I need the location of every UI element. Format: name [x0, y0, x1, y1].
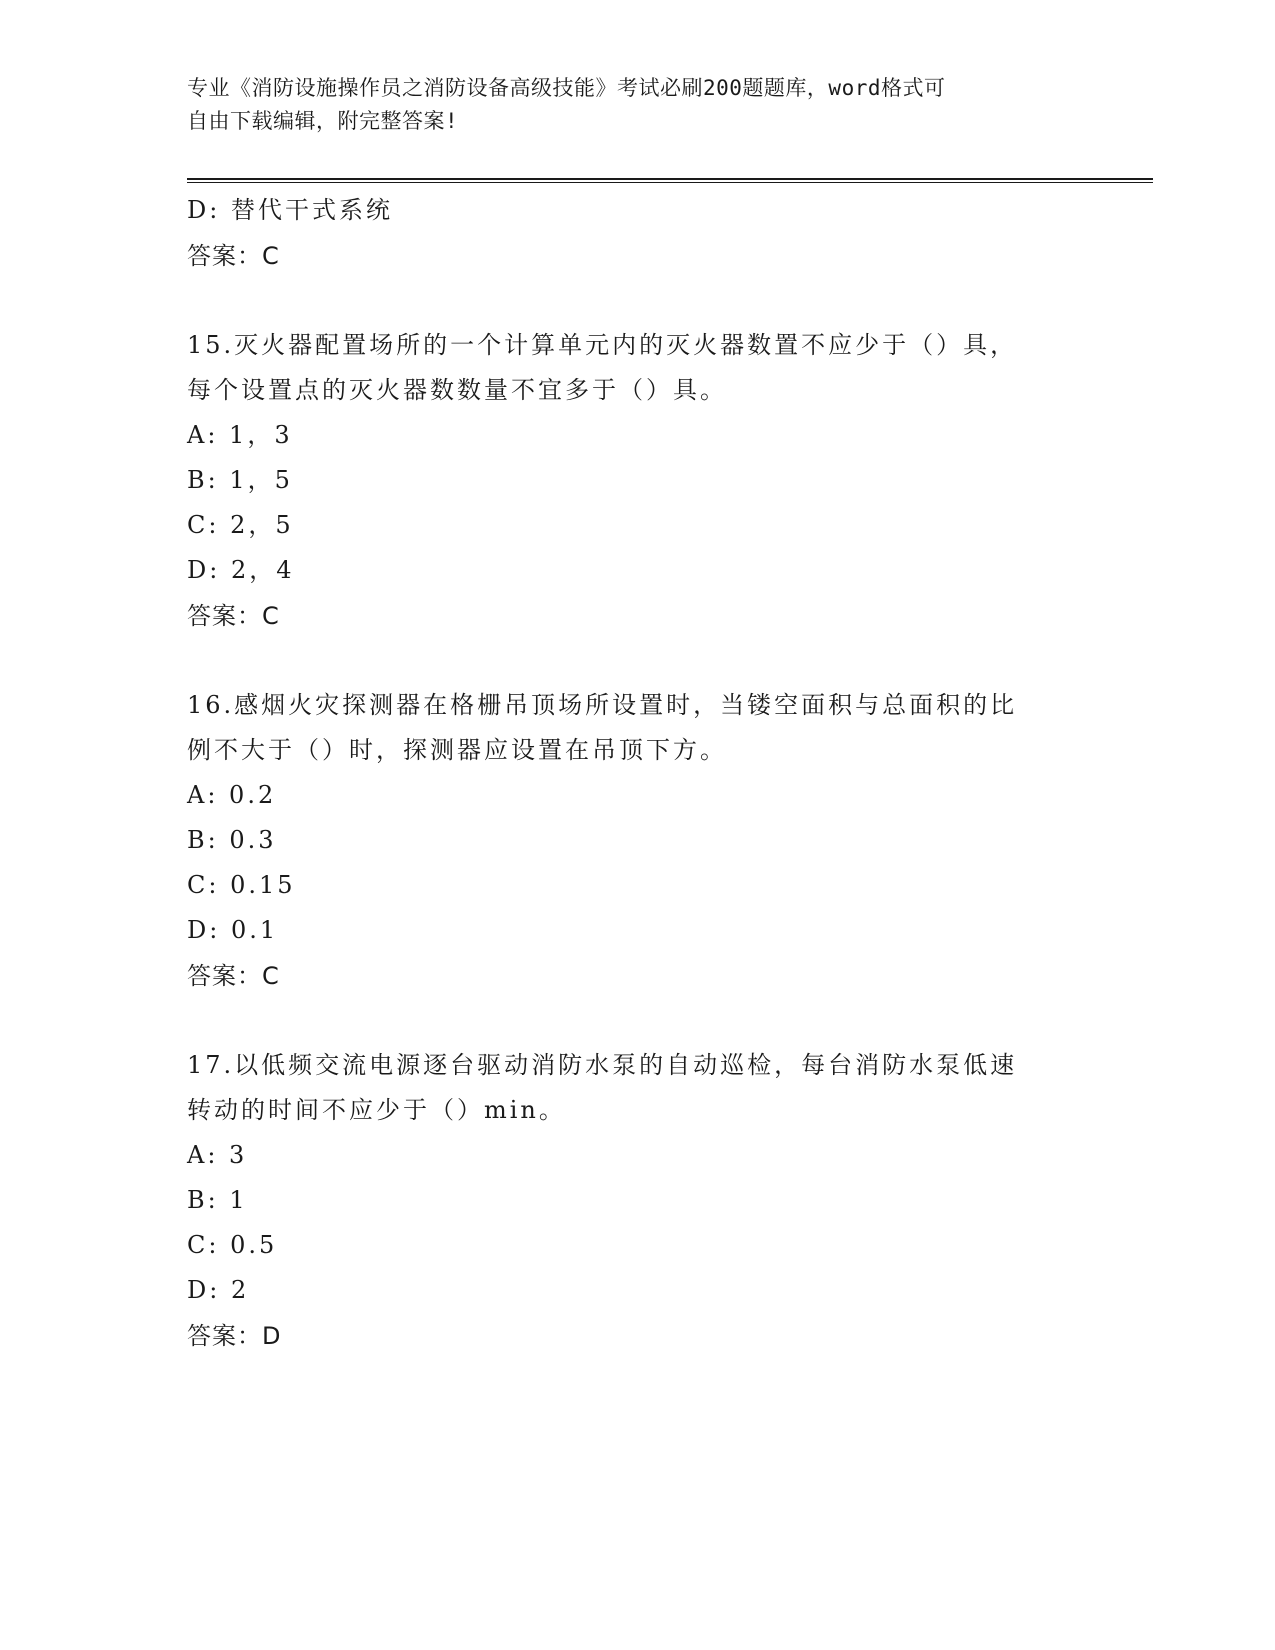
answer-line: 答案：C [187, 242, 280, 270]
question-17 [187, 1043, 1087, 1359]
option-c: C: 0.5 [187, 1231, 278, 1259]
header-divider-thick [187, 178, 1153, 180]
question-text-line-2: 转动的时间不应少于（）min。 [187, 1096, 566, 1124]
previous-question-tail [187, 188, 1087, 279]
answer-line: 答案：D [187, 1322, 282, 1350]
option-c: C: 2，5 [187, 511, 294, 539]
option-d: D: 0.1 [187, 916, 279, 944]
question-16 [187, 683, 1087, 999]
question-15 [187, 323, 1087, 639]
question-text-line-2: 例不大于（）时，探测器应设置在吊顶下方。 [187, 736, 727, 764]
answer-line: 答案：C [187, 962, 280, 990]
option-b: B: 1 [187, 1186, 248, 1214]
option-d: D: 2 [187, 1276, 250, 1304]
spacer [187, 639, 1087, 683]
spacer [187, 999, 1087, 1043]
answer-line: 答案：C [187, 602, 280, 630]
header-divider-thin [187, 182, 1153, 183]
header-line-2: 自由下载编辑，附完整答案! [187, 109, 459, 133]
option-c: C: 0.15 [187, 871, 296, 899]
question-text-line-1: 17.以低频交流电源逐台驱动消防水泵的自动巡检，每台消防水泵低速 [187, 1051, 1018, 1079]
option-b: B: 0.3 [187, 826, 277, 854]
option-d: D: 2，4 [187, 556, 295, 584]
option-a: A: 1，3 [187, 421, 293, 449]
option-a: A: 3 [187, 1141, 248, 1169]
header-line-1: 专业《消防设施操作员之消防设备高级技能》考试必刷200题题库，word格式可 [187, 76, 946, 100]
question-text-line-2: 每个设置点的灭火器数数量不宜多于（）具。 [187, 376, 727, 404]
spacer [187, 279, 1087, 323]
question-text-line-1: 15.灭火器配置场所的一个计算单元内的灭火器数置不应少于（）具， [187, 331, 1018, 359]
option-b: B: 1，5 [187, 466, 293, 494]
question-text-line-1: 16.感烟火灾探测器在格栅吊顶场所设置时，当镂空面积与总面积的比 [187, 691, 1018, 719]
page-header [187, 72, 1087, 138]
question-list [187, 188, 1087, 1359]
option-a: A: 0.2 [187, 781, 277, 809]
option-d: D: 替代干式系统 [187, 196, 393, 224]
